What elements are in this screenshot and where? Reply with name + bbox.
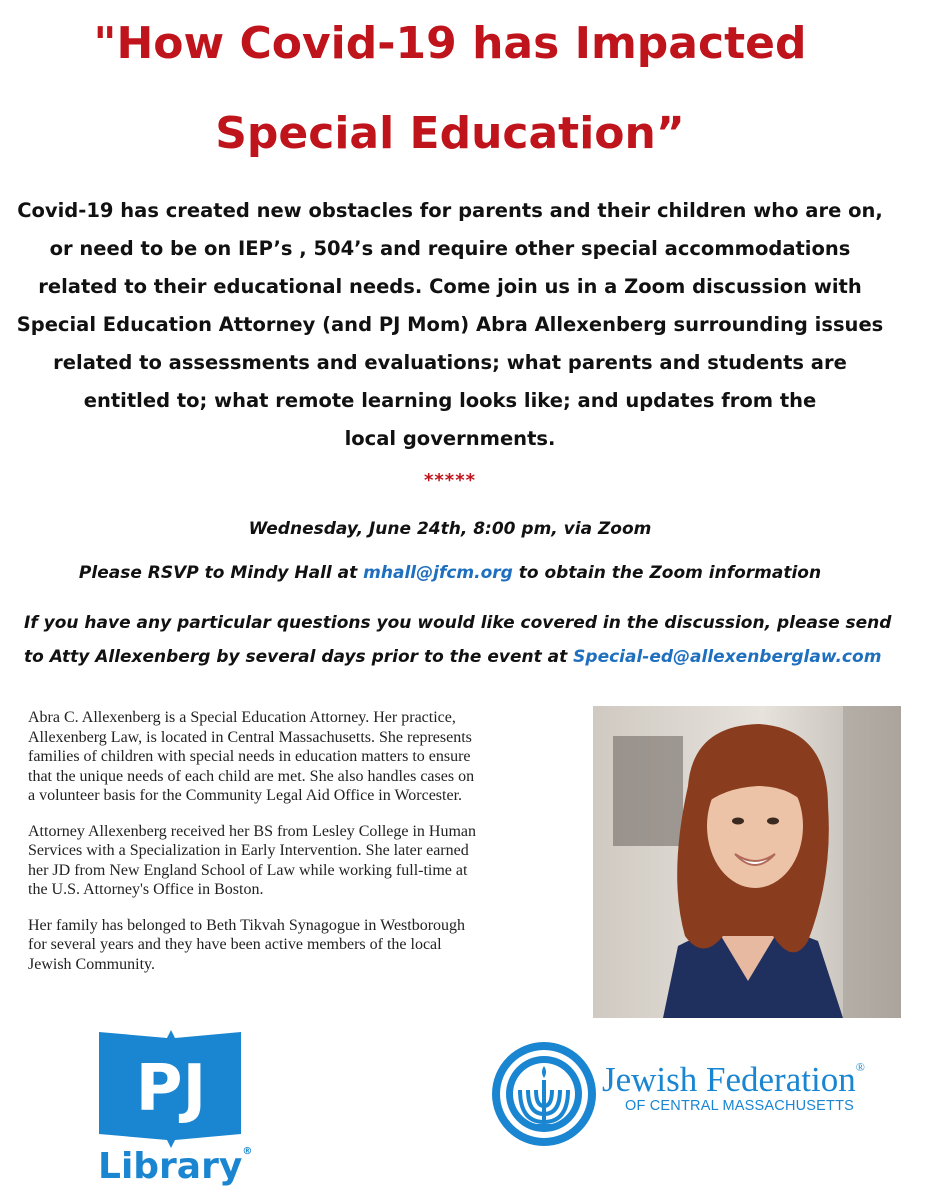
speaker-portrait-image (593, 706, 901, 1018)
intro-line: related to their educational needs. Come join us in a Zoom discussion with (38, 275, 862, 298)
jewish-federation-subtitle: OF CENTRAL MASSACHUSETTS (625, 1098, 855, 1114)
flyer-title-line-2: Special Education” (215, 108, 685, 159)
bio-line: Jewish Community. (28, 955, 155, 973)
intro-line: or need to be on IEP’s , 504’s and require other special accommodations (49, 237, 851, 260)
bio-line: a volunteer basis for the Community Legal Aid Office in Worcester. (28, 787, 463, 804)
bio-paragraph (28, 916, 588, 975)
bio-line: the U.S. Attorney's Office in Boston. (28, 881, 264, 898)
rsvp-prefix: Please RSVP to Mindy Hall at (78, 563, 364, 583)
bio-paragraph (28, 708, 588, 806)
rsvp-line (0, 563, 900, 583)
rsvp-suffix: to obtain the Zoom information (512, 563, 822, 583)
intro-line: Covid-19 has created new obstacles for parents and their children who are on, (17, 199, 883, 222)
jewish-federation-name (602, 1060, 865, 1100)
intro-line: local governments. (344, 427, 556, 450)
pj-registered-mark: ® (242, 1146, 253, 1157)
bio-line: Abra C. Allexenberg is a Special Education Attorney. Her practice, (28, 709, 456, 726)
bio-line: for several years and they have been active members of the local (28, 936, 442, 953)
questions-note (24, 606, 904, 674)
rsvp-email-link[interactable]: mhall@jfcm.org (363, 563, 513, 583)
bio-line: Services with a Specialization in Early Intervention. She later earned (28, 842, 469, 859)
intro-paragraph (0, 192, 900, 458)
bio-line: that the unique needs of each child are met. She also handles cases on (28, 767, 475, 785)
pj-library-word: Library (98, 1146, 243, 1187)
questions-prefix: to Atty Allexenberg by several days prior to the event at (24, 647, 574, 667)
speaker-photo (593, 706, 901, 1018)
intro-line: Special Education Attorney (and PJ Mom) Abra Allexenberg surrounding issues (16, 313, 884, 336)
bio-line: Allexenberg Law, is located in Central Massachusetts. She represents (28, 728, 472, 746)
intro-line: entitled to; what remote learning looks like; and updates from the (83, 389, 817, 412)
questions-line-1: If you have any particular questions you would like covered in the discussion, please send (24, 613, 892, 633)
intro-line: related to assessments and evaluations; what parents and students are (53, 351, 847, 374)
menorah-icon (490, 1040, 598, 1148)
questions-email-link[interactable]: Special-ed@allexenberglaw.com (573, 647, 882, 667)
bio-line: Her family has belonged to Beth Tikvah Synagogue in Westborough (28, 916, 466, 934)
speaker-bio (28, 708, 588, 990)
flyer-title-line-1: "How Covid-19 has Impacted (93, 18, 807, 69)
bio-line: her JD from New England School of Law while working full-time at (28, 861, 468, 879)
pj-library-wordmark (98, 1146, 252, 1187)
bio-line: families of children with special needs in education matters to ensure (28, 748, 471, 765)
bio-line: Attorney Allexenberg received her BS from Lesley College in Human (28, 822, 477, 840)
jewish-federation-word: Jewish Federation (602, 1060, 856, 1099)
questions-line-2 (24, 640, 904, 674)
pj-logo-mark: PJ (135, 1052, 207, 1126)
bio-paragraph (28, 822, 588, 900)
jf-registered-mark: ® (855, 1060, 865, 1074)
event-datetime: Wednesday, June 24th, 8:00 pm, via Zoom (248, 519, 652, 539)
star-divider: ***** (423, 470, 477, 491)
